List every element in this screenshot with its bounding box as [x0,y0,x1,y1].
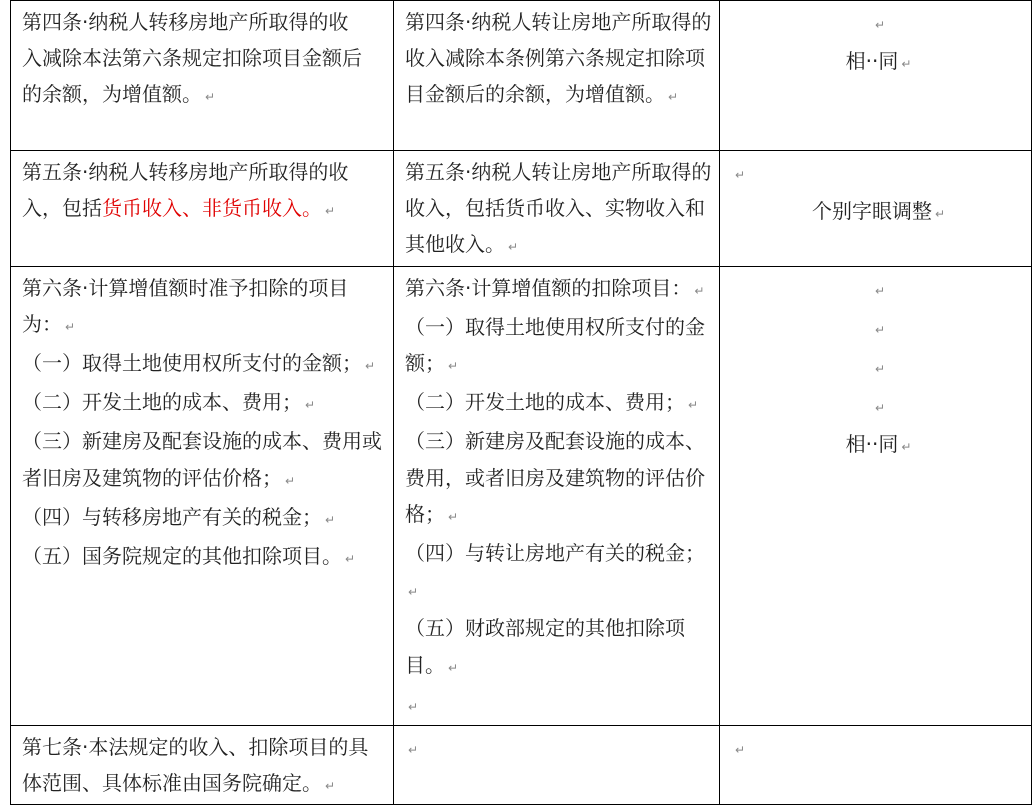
note-cell [720,1,1032,151]
original-text-cell [11,726,394,805]
table-row [11,1,1032,151]
paragraph-mark-icon [325,204,335,218]
paragraph-mark-icon [345,552,355,566]
paragraph-mark-icon [325,513,335,527]
cell-text: （四）与转让房地产有关的税金； [405,541,705,566]
comparison-table [10,0,1032,805]
original-text-cell [11,1,394,151]
paragraph-mark-icon [65,320,75,334]
note-text: 相··同 [845,49,899,74]
cell-text: 第四条·纳税人转让房地产所取得的收入减除本条例第六条规定扣除项目金额后的余额，为增值额。 [405,10,712,107]
note-text: 相··同 [845,432,899,457]
note-cell [720,266,1032,725]
cell-text: 第六条·计算增值额的扣除项目： [405,275,692,300]
paragraph-mark-icon [668,90,678,104]
revised-text-cell [394,1,720,151]
paragraph-mark-icon [875,362,885,376]
original-text-cell [11,151,394,267]
paragraph-mark-icon [901,440,911,454]
paragraph-mark-icon [408,700,418,714]
cell-text: （四）与转移房地产有关的税金； [22,504,322,529]
revised-text-cell [394,266,720,725]
paragraph-mark-icon [935,207,945,221]
paragraph-mark-icon [448,359,458,373]
paragraph-mark-icon [285,474,295,488]
cell-text: （二）开发土地的成本、费用； [405,390,685,415]
paragraph-mark-icon [694,284,704,298]
cell-text: 第六条·计算增值额时准予扣除的项目为： [22,275,349,336]
cell-text: （二）开发土地的成本、费用； [22,390,302,415]
paragraph-mark-icon [875,323,885,337]
paragraph-mark-icon [408,585,418,599]
note-cell [720,726,1032,805]
cell-text: （一）取得土地使用权所支付的金额； [22,351,362,376]
cell-text: 第七条·本法规定的收入、扣除项目的具体范围、具体标准由国务院确定。 [22,735,369,796]
paragraph-mark-icon [875,284,885,298]
cell-text: （三）新建房及配套设施的成本、费用，或者旧房及建筑物的评估价格； [405,429,705,526]
cell-text: （三）新建房及配套设施的成本、费用或者旧房及建筑物的评估价格； [22,429,382,490]
revised-text-cell [394,151,720,267]
paragraph-mark-icon [325,779,335,793]
paragraph-mark-icon [735,168,745,182]
cell-text: （五）国务院规定的其他扣除项目。 [22,544,342,569]
paragraph-mark-icon [688,398,698,412]
revised-text-cell [394,726,720,805]
cell-text: （一）取得土地使用权所支付的金额； [405,314,705,376]
paragraph-mark-icon [875,401,885,415]
note-cell [720,151,1032,267]
cell-text: 第四条·纳税人转移房地产所取得的收 [22,10,349,34]
cell-text: 入减除本法第六条规定扣除项目金额后 [22,46,362,71]
paragraph-mark-icon [901,57,911,71]
paragraph-mark-icon [508,240,518,254]
paragraph-mark-icon [408,743,418,757]
paragraph-mark-icon [448,661,458,675]
cell-text: 第五条·纳税人转移房地产所取得的收入，包括 [22,160,349,221]
cell-text: 的余额，为增值额。 [22,82,202,107]
note-text: 个别字眼调整 [811,199,932,224]
table-row [11,151,1032,267]
paragraph-mark-icon [735,743,745,757]
table-row [11,266,1032,725]
paragraph-mark-icon [205,90,215,104]
highlighted-text: 货币收入、非货币收入 [102,196,302,221]
original-text-cell [11,266,394,725]
highlighted-text: 。 [302,196,322,221]
table-row [11,726,1032,805]
paragraph-mark-icon [875,18,885,32]
paragraph-mark-icon [305,398,315,412]
paragraph-mark-icon [448,510,458,524]
cell-text: （五）财政部规定的其他扣除项目。 [405,616,685,677]
paragraph-mark-icon [365,359,375,373]
cell-text: 第五条·纳税人转让房地产所取得的收入，包括货币收入、实物收入和其他收入。 [405,160,712,257]
